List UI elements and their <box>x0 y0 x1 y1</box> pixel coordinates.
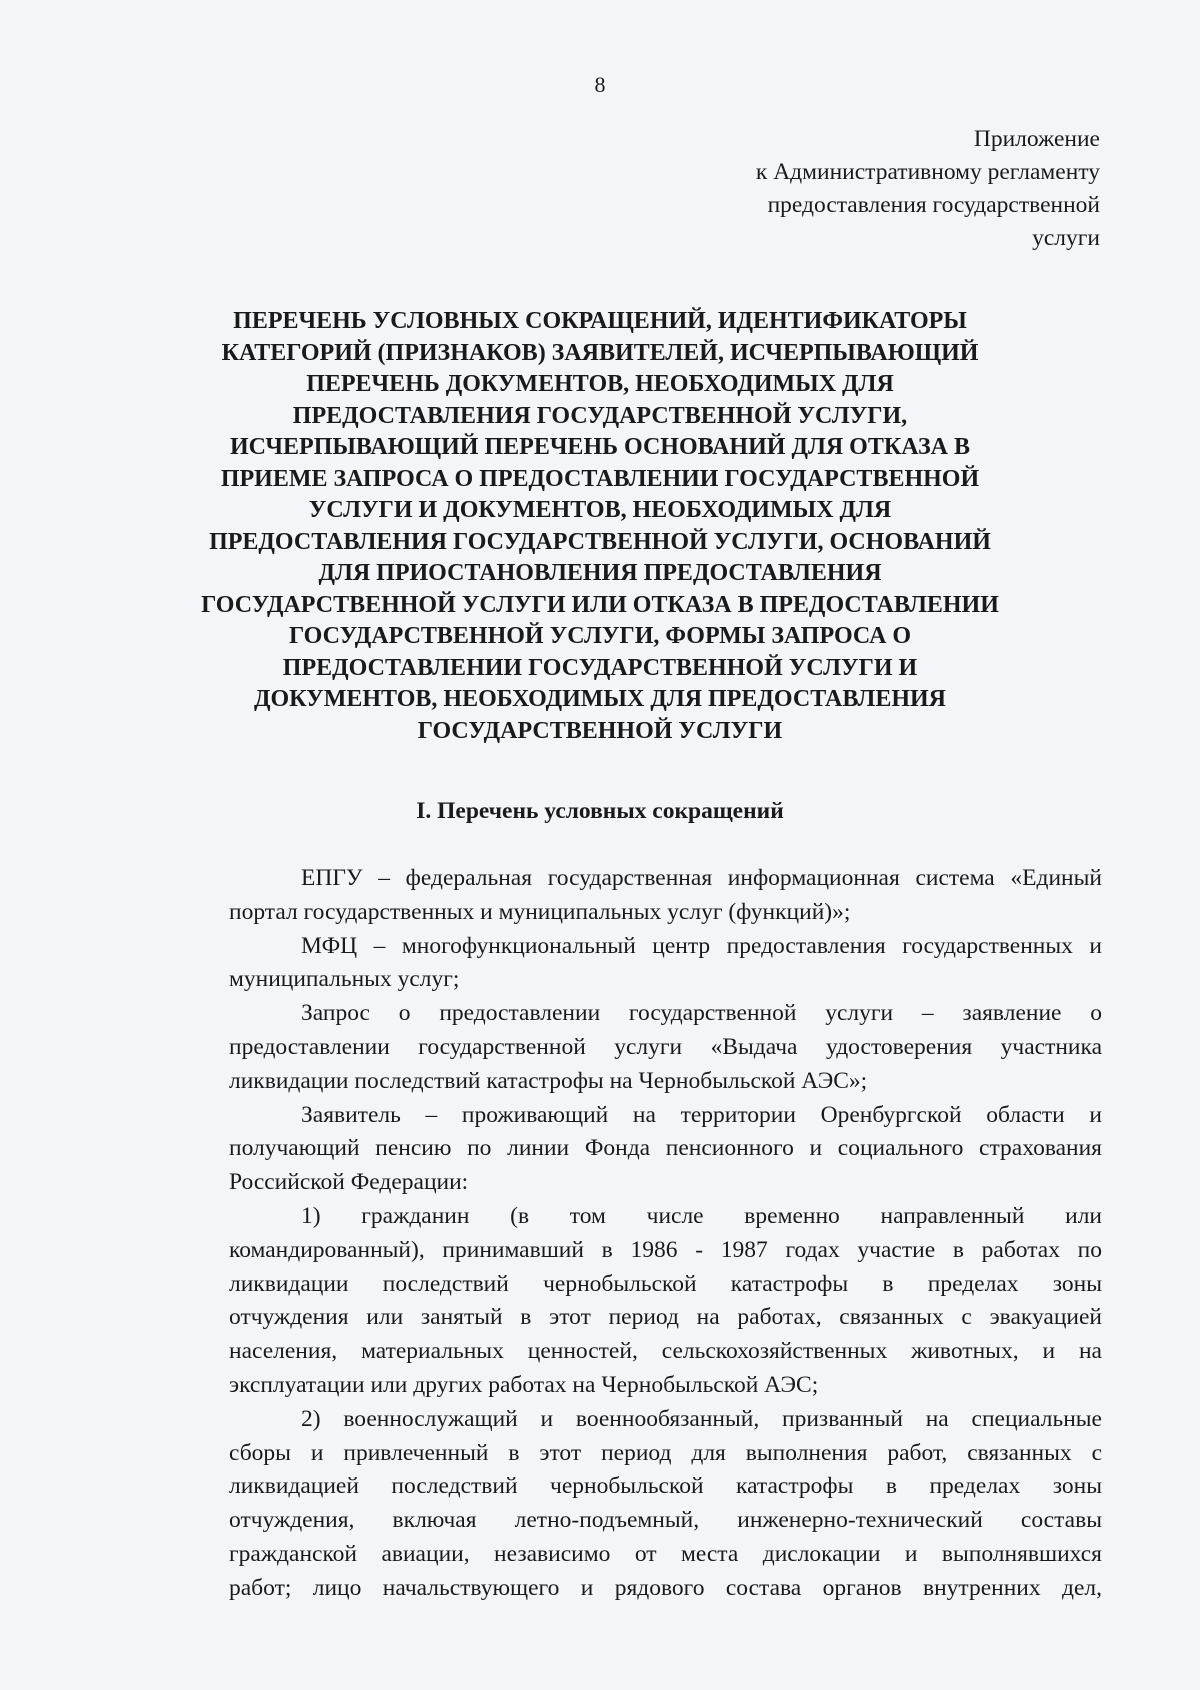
title-line: ГОСУДАРСТВЕННОЙ УСЛУГИ, ФОРМЫ ЗАПРОСА О <box>288 623 912 649</box>
text-line: эксплуатации или других работах на Чернобыльской АЭС; <box>229 1371 819 1398</box>
text-line: гражданской авиации, независимо от места дислокации и выполнявшихся <box>229 1540 1102 1567</box>
document-body <box>157 862 1102 1606</box>
text-line: 2) военнослужащий и военнообязанный, призванный на специальные <box>301 1405 1102 1432</box>
text-line: отчуждения, включая летно-подъемный, инженерно-технический составы <box>229 1507 1102 1534</box>
text-line: ликвидации последствий катастрофы на Чернобыльской АЭС»; <box>229 1067 868 1094</box>
appendix-line: предоставления государственной <box>767 192 1100 218</box>
text-line: МФЦ – многофункциональный центр предоставления государственных и <box>301 932 1102 959</box>
title-line: ДОКУМЕНТОВ, НЕОБХОДИМЫХ ДЛЯ ПРЕДОСТАВЛЕНИЯ <box>253 686 946 712</box>
appendix-note <box>540 123 1100 255</box>
title-line: ПРИЕМЕ ЗАПРОСА О ПРЕДОСТАВЛЕНИИ ГОСУДАРСТВЕННОЙ <box>220 465 980 492</box>
title-line: ГОСУДАРСТВЕННОЙ УСЛУГИ <box>417 717 783 744</box>
title-line: ПРЕДОСТАВЛЕНИЯ ГОСУДАРСТВЕННОЙ УСЛУГИ, ОСНОВАНИЙ <box>209 528 991 555</box>
document-title <box>140 306 1060 747</box>
paragraph-item-1 <box>157 1200 1102 1403</box>
text-line: отчуждения или занятый в этот период на работах, связанных с эвакуацией <box>229 1304 1102 1331</box>
paragraph-applicant <box>157 1099 1102 1200</box>
section-heading: I. Перечень условных сокращений <box>416 798 784 824</box>
paragraph-request <box>157 997 1102 1098</box>
text-line: работ; лицо начальствующего и рядового состава органов внутренних дел, <box>229 1574 1102 1601</box>
title-line: УСЛУГИ И ДОКУМЕНТОВ, НЕОБХОДИМЫХ ДЛЯ <box>308 497 892 523</box>
text-line: населения, материальных ценностей, сельскохозяйственных животных, и на <box>229 1338 1102 1365</box>
paragraph-item-2 <box>157 1403 1102 1606</box>
title-line: КАТЕГОРИЙ (ПРИЗНАКОВ) ЗАЯВИТЕЛЕЙ, ИСЧЕРПЫВАЮЩИЙ <box>221 339 979 366</box>
title-line: ГОСУДАРСТВЕННОЙ УСЛУГИ ИЛИ ОТКАЗА В ПРЕДОСТАВЛЕНИИ <box>201 591 999 618</box>
text-line: 1) гражданин (в том числе временно направленный или <box>301 1202 1102 1229</box>
text-line: Запрос о предоставлении государственной услуги – заявление о <box>301 1000 1102 1027</box>
text-line: получающий пенсию по линии Фонда пенсионного и социального страхования <box>229 1135 1102 1162</box>
text-line: портал государственных и муниципальных услуг (функций)»; <box>229 898 851 925</box>
page-number: 8 <box>594 72 606 97</box>
title-line: ПЕРЕЧЕНЬ УСЛОВНЫХ СОКРАЩЕНИЙ, ИДЕНТИФИКАТОРЫ <box>233 308 967 334</box>
text-line: предоставлении государственной услуги «Выдача удостоверения участника <box>229 1033 1102 1060</box>
appendix-line: Приложение <box>973 126 1100 152</box>
paragraph-mfc <box>157 930 1102 998</box>
text-line: ликвидации последствий чернобыльской катастрофы в пределах зоны <box>229 1270 1102 1297</box>
text-line: муниципальных услуг; <box>229 966 460 993</box>
appendix-line: к Административному регламенту <box>755 159 1100 185</box>
title-line: ПРЕДОСТАВЛЕНИЯ ГОСУДАРСТВЕННОЙ УСЛУГИ, <box>292 402 908 429</box>
title-line: ПЕРЕЧЕНЬ ДОКУМЕНТОВ, НЕОБХОДИМЫХ ДЛЯ <box>306 371 894 397</box>
text-line: сборы и привлеченный в этот период для выполнения работ, связанных с <box>229 1439 1102 1466</box>
appendix-line: услуги <box>1032 225 1100 251</box>
text-line: командированный), принимавший в 1986 - 1987 годах участие в работах по <box>229 1236 1102 1263</box>
text-line: Российской Федерации: <box>229 1169 469 1196</box>
text-line: ликвидацией последствий чернобыльской катастрофы в пределах зоны <box>229 1473 1102 1500</box>
paragraph-epgu <box>157 862 1102 930</box>
text-line: ЕПГУ – федеральная государственная информационная система «Единый <box>301 865 1102 891</box>
text-line: Заявитель – проживающий на территории Оренбургской области и <box>301 1101 1102 1128</box>
title-line: ПРЕДОСТАВЛЕНИИ ГОСУДАРСТВЕННОЙ УСЛУГИ И <box>282 654 918 681</box>
title-line: ИСЧЕРПЫВАЮЩИЙ ПЕРЕЧЕНЬ ОСНОВАНИЙ ДЛЯ ОТКАЗА В <box>230 434 970 460</box>
title-line: ДЛЯ ПРИОСТАНОВЛЕНИЯ ПРЕДОСТАВЛЕНИЯ <box>318 560 882 586</box>
